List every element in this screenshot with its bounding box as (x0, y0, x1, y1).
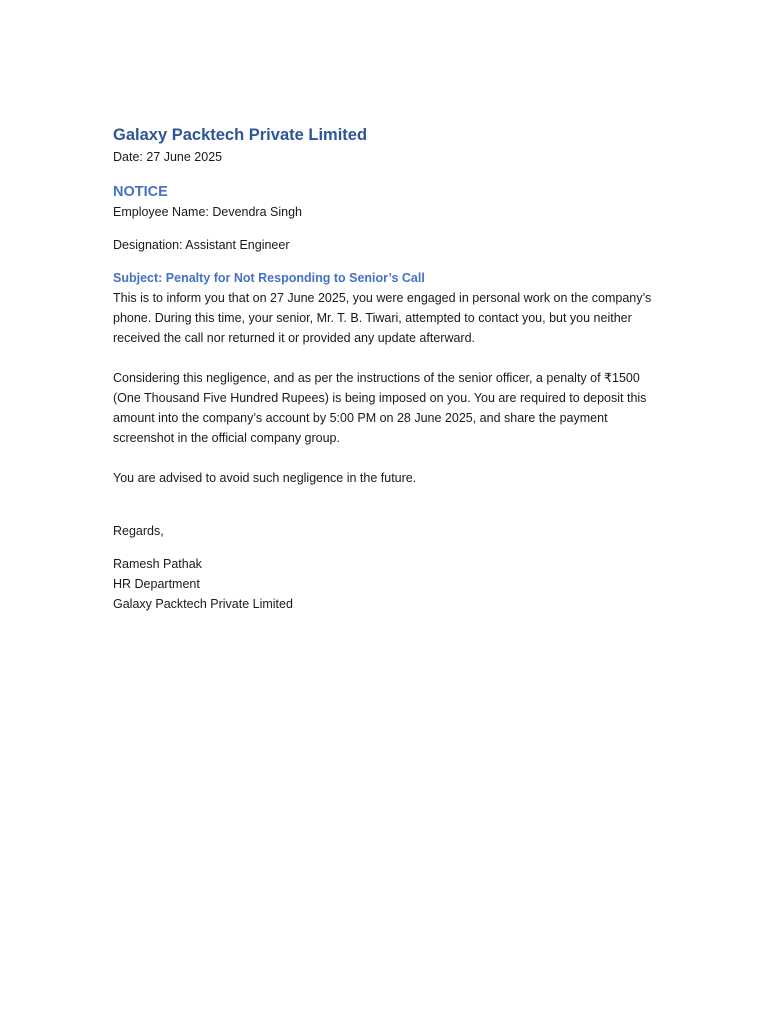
letter-date: Date: 27 June 2025 (113, 150, 223, 164)
closing-regards: Regards, (113, 524, 164, 538)
employee-designation: Designation: Assistant Engineer (113, 238, 290, 252)
notice-title: NOTICE (113, 184, 168, 200)
body-paragraph-1: This is to inform you that on 27 June 2025, you were engaged in personal work on the company’s phone. During this time, your senior, Mr. T. B. Tiwari, attempted to contact you, but you neither received the call nor returned it or provided any update afterward. (113, 291, 652, 345)
subject-line: Subject: Penalty for Not Responding to Senior’s Call (113, 271, 425, 285)
body-paragraph-3: You are advised to avoid such negligence in the future. (113, 471, 417, 485)
letter-page (113, 124, 658, 614)
signatory-name: Ramesh Pathak (113, 557, 202, 571)
signatory-company: Galaxy Packtech Private Limited (113, 597, 293, 611)
signature-block (113, 554, 658, 614)
company-heading: Galaxy Packtech Private Limited (113, 126, 368, 144)
body-paragraph-2: Considering this negligence, and as per the instructions of the senior officer, a penalty of ₹1500 (One Thousand Five Hundred Rupees) is being imposed on you. You are required to deposit this amount into the company’s account by 5:00 PM on 28 June 2025, and share the payment screenshot in the official company group. (113, 371, 647, 445)
employee-name: Employee Name: Devendra Singh (113, 205, 302, 219)
signatory-department: HR Department (113, 577, 200, 591)
